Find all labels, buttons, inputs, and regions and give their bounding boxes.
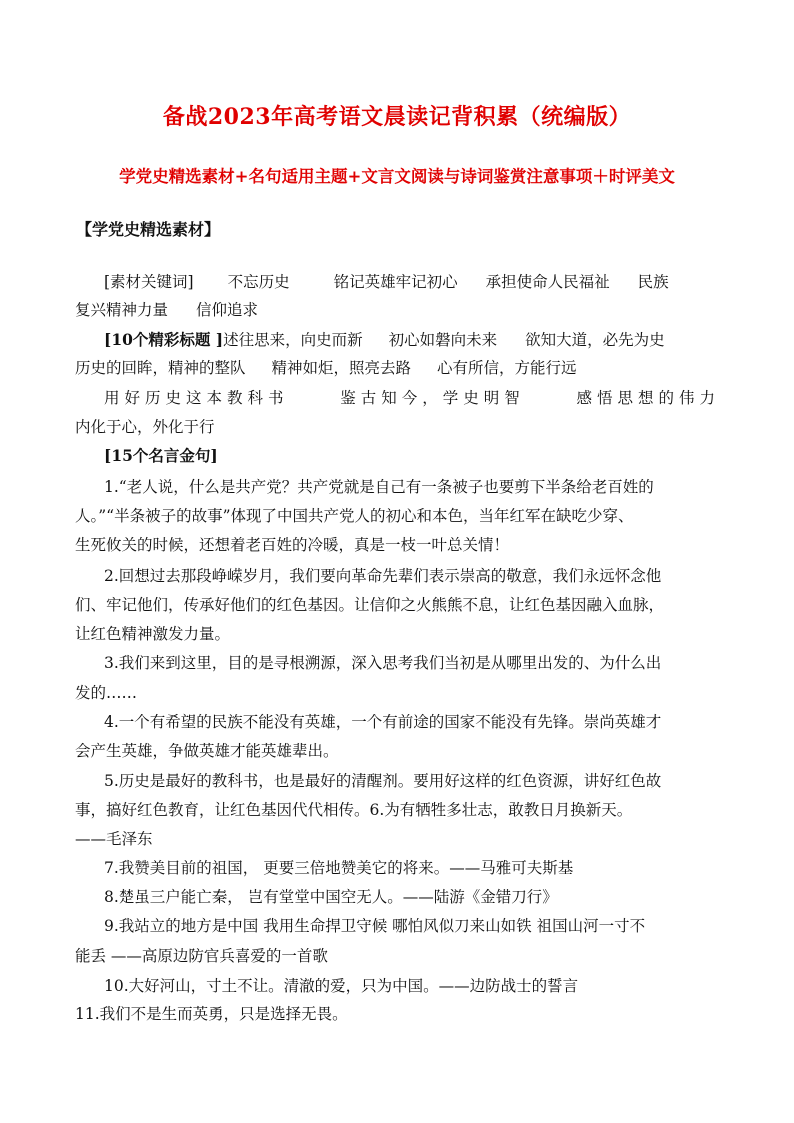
keyword-item: 铭记英雄牢记初心 (333, 273, 458, 291)
keywords-label: [素材关键词] (104, 273, 194, 291)
keyword-item: 民族 (637, 273, 669, 291)
quote-line: 会产生英雄，争做英雄才能英雄辈出。 (75, 742, 339, 760)
quote-line: 8.楚虽三户能亡秦， 岂有堂堂中国空无人。——陆游《金错刀行》 (104, 888, 558, 906)
title-item: 内化于心，外化于行 (75, 418, 215, 436)
title-item: 心有所信，方能行远 (437, 359, 577, 377)
quote-line: 们、牢记他们，传承好他们的红色基因。让信仰之火熊熊不息，让红色基因融入血脉， (75, 596, 665, 614)
keywords-cont-line (75, 300, 258, 320)
keyword-item: 复兴精神力量 (75, 301, 169, 319)
keyword-item: 信仰追求 (196, 301, 259, 319)
titles-line (75, 417, 215, 437)
quote-line: 1.“老人说，什么是共产党？共产党就是自己有一条被子也要剪下半条给老百姓的 (104, 478, 654, 496)
titles-line (104, 388, 720, 408)
title-item: 感悟思想的伟力 (576, 389, 720, 407)
quote-line: ——毛泽东 (75, 830, 153, 848)
document-title: 备战2023年高考语文晨读记背积累（统编版） (162, 104, 632, 130)
quote-line: 3.我们来到这里，目的是寻根溯源，深入思考我们当初是从哪里出发的、为什么出 (104, 654, 662, 672)
title-item: 述往思来，向史而新 (223, 331, 363, 349)
title-item: 精神如炬，照亮去路 (271, 359, 412, 377)
quote-line: 4.一个有希望的民族不能没有英雄，一个有前途的国家不能没有先锋。崇尚英雄才 (104, 713, 662, 731)
quotes-label: [15个名言金句] (104, 446, 218, 465)
quote-line: 11.我们不是生而英勇，只是选择无畏。 (75, 1005, 348, 1023)
quote-line: 5.历史是最好的教科书，也是最好的清醒剂。要用好这样的红色资源，讲好红色故 (104, 772, 662, 790)
title-item: 欲知大道，必先为史 (525, 331, 665, 349)
quote-line: 7.我赞美目前的祖国， 更要三倍地赞美它的将来。——马雅可夫斯基 (104, 859, 574, 877)
keywords-line (104, 272, 669, 292)
titles-line (75, 358, 577, 378)
keyword-item: 承担使命人民福祉 (485, 273, 610, 291)
title-item: 初心如磐向未来 (388, 331, 498, 349)
quote-line: 生死攸关的时候，还想着老百姓的冷暖，真是一枝一叶总关情！ (75, 536, 510, 554)
title-item: 用好历史这本教科书 (104, 389, 289, 407)
keyword-item: 不忘历史 (227, 273, 290, 291)
quote-line: 能丢 ——高原边防官兵喜爱的一首歌 (75, 947, 328, 965)
section-heading: 【学党史精选素材】 (76, 220, 221, 239)
title-item: 鉴古知今，学史明智 (340, 389, 525, 407)
quote-line: 人。”“半条被子的故事”体现了中国共产党人的初心和本色，当年红军在缺吃少穿、 (75, 507, 634, 525)
title-item: 历史的回眸，精神的整队 (75, 359, 246, 377)
titles-line (104, 330, 665, 350)
quote-line: 发的…… (75, 684, 138, 702)
quote-line: 让红色精神激发力量。 (75, 625, 231, 643)
quote-line: 2.回想过去那段峥嵘岁月，我们要向革命先辈们表示崇高的敬意，我们永远怀念他 (104, 567, 662, 585)
titles-label: [10个精彩标题 ] (104, 330, 224, 349)
quote-line: 9.我站立的地方是中国 我用生命捍卫守候 哪怕风似刀来山如铁 祖国山河一寸不 (104, 917, 646, 935)
quote-line: 事，搞好红色教育，让红色基因代代相传。6.为有牺牲多壮志，敢教日月换新天。 (75, 801, 633, 819)
document-subtitle: 学党史精选素材+名句适用主题+文言文阅读与诗词鉴赏注意事项＋时评美文 (119, 167, 675, 186)
quote-line: 10.大好河山，寸土不让。清澈的爱，只为中国。——边防战士的誓言 (104, 977, 579, 995)
